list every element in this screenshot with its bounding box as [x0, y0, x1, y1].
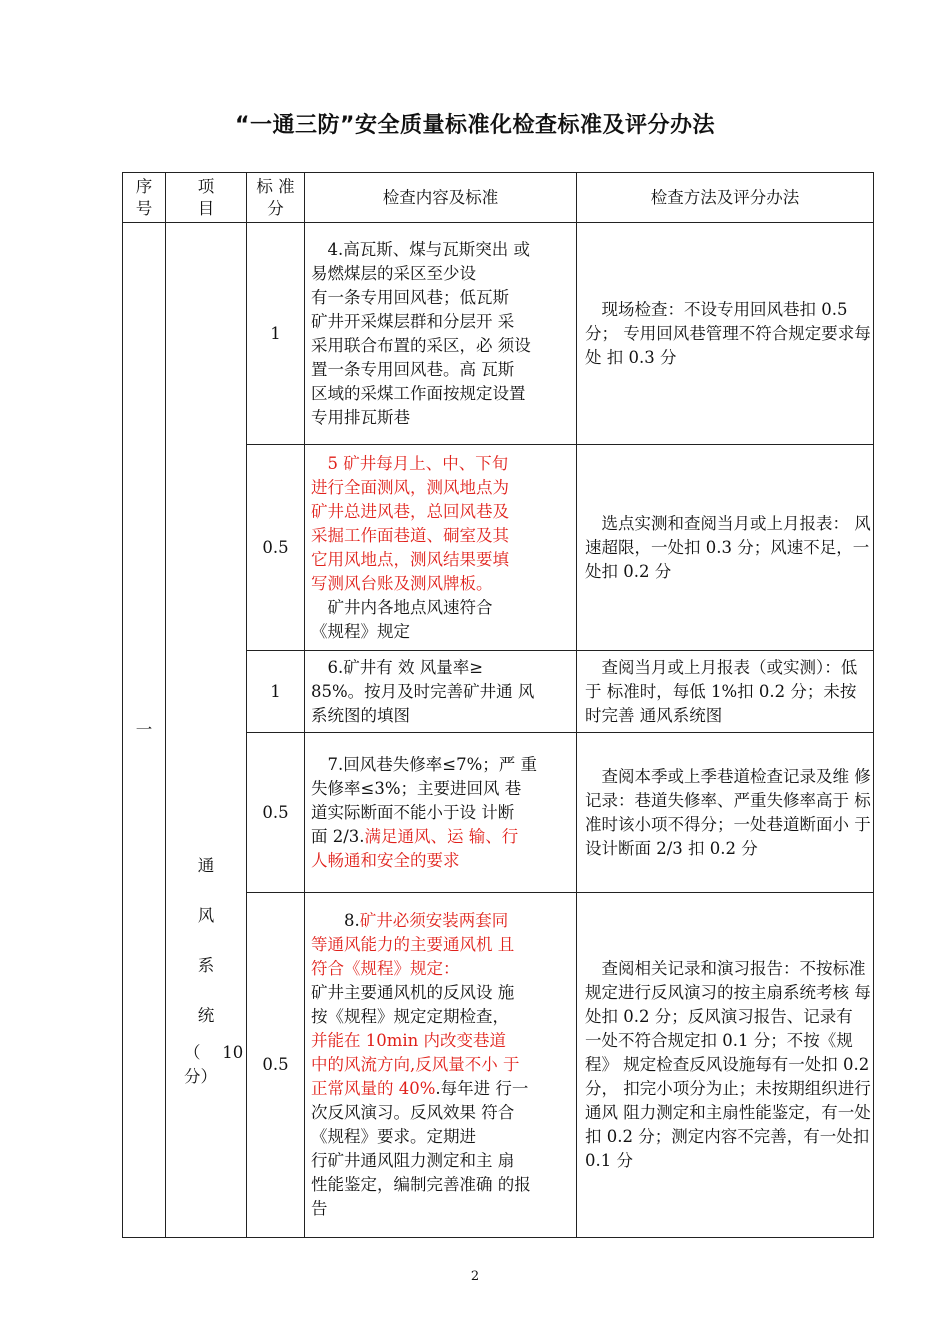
table-header-row [123, 173, 874, 223]
header-score: 标 准 分 [247, 173, 305, 223]
row-method: 选点实测和查阅当月或上月报表： 风 速超限，一处扣 0.3 分；风速不足，一 处扣 0.2 分 [577, 445, 874, 651]
section-item: 通 风 系 统 （ 10 分） [166, 223, 247, 1238]
row-score: 0.5 [247, 733, 305, 893]
row-method: 查阅当月或上月报表（或实测）：低于 标准时，每低 1%扣 0.2 分；未按时完善 通风系统图 [577, 651, 874, 733]
row-score: 0.5 [247, 445, 305, 651]
row-score: 1 [247, 651, 305, 733]
section-seq: 一 [123, 223, 166, 1238]
header-item: 项 目 [166, 173, 247, 223]
page-number: 2 [470, 1269, 480, 1284]
standards-table [122, 172, 874, 1238]
header-content: 检查内容及标准 [305, 173, 577, 223]
header-seq: 序 号 [123, 173, 166, 223]
row-content: 6.矿井有 效 风量率≥ 85%。按月及时完善矿井通 风 系统图的填图 [305, 651, 577, 733]
row-method: 查阅相关记录和演习报告：不按标准 规定进行反风演习的按主扇系统考核 每处扣 0.2 分；反风演习报告、记录有 一处不符合规定扣 0.1 分；不按《规程》 规定检查反风设施每有一处扣 0.2 分， 扣完小项分为止；未按期组织进行通风 阻力测定和主扇性能鉴定，有一处扣 0.2 分；测定内容不完善，有一处扣 0.1 分 [577, 893, 874, 1238]
row-score: 0.5 [247, 893, 305, 1238]
table-row [123, 223, 874, 445]
row-method: 现场检查：不设专用回风巷扣 0.5 分； 专用回风巷管理不符合规定要求每处 扣 0.3 分 [577, 223, 874, 445]
row-content: 5 矿井每月上、中、下旬 进行全面测风，测风地点为 矿井总进风巷，总回风巷及 采掘工作面巷道、硐室及其 它用风地点，测风结果要填 写测风台账及测风牌板。 矿井内各地点风速符合 《规程》规定 [305, 445, 577, 651]
header-method: 检查方法及评分办法 [577, 173, 874, 223]
row-score: 1 [247, 223, 305, 445]
row-method: 查阅本季或上季巷道检查记录及维 修记录：巷道失修率、严重失修率高于 标准时该小项不得分；一处巷道断面小 于设计断面 2/3 扣 0.2 分 [577, 733, 874, 893]
page-title: “一通三防”安全质量标准化检查标准及评分办法 [235, 113, 715, 138]
row-content: 4.高瓦斯、煤与瓦斯突出 或 易燃煤层的采区至少设 有一条专用回风巷；低瓦斯 矿井开采煤层群和分层开 采 采用联合布置的采区，必 须设 置一条专用回风巷。高 瓦斯 区域的采煤工作面按规定设置 专用排瓦斯巷 [305, 223, 577, 445]
row-content: 7.回风巷失修率≤7%；严 重 失修率≤3%；主要进回风 巷 道实际断面不能小于设 计断 面 2/3.满足通风、运 输、行 人畅通和安全的要求 [305, 733, 577, 893]
row-content: 8.矿井必须安装两套同 等通风能力的主要通风机 且 符合《规程》规定： 矿井主要通风机的反风设 施 按《规程》规定定期检查， 并能在 10min 内改变巷道 中的风流方向,反风量不小 于 正常风量的 40%.每年进 行一 次反风演习。反风效果 符合 《规程》要求。定期进 行矿井通风阻力测定和主 扇 性能鉴定，编制完善准确 的报 告 [305, 893, 577, 1238]
